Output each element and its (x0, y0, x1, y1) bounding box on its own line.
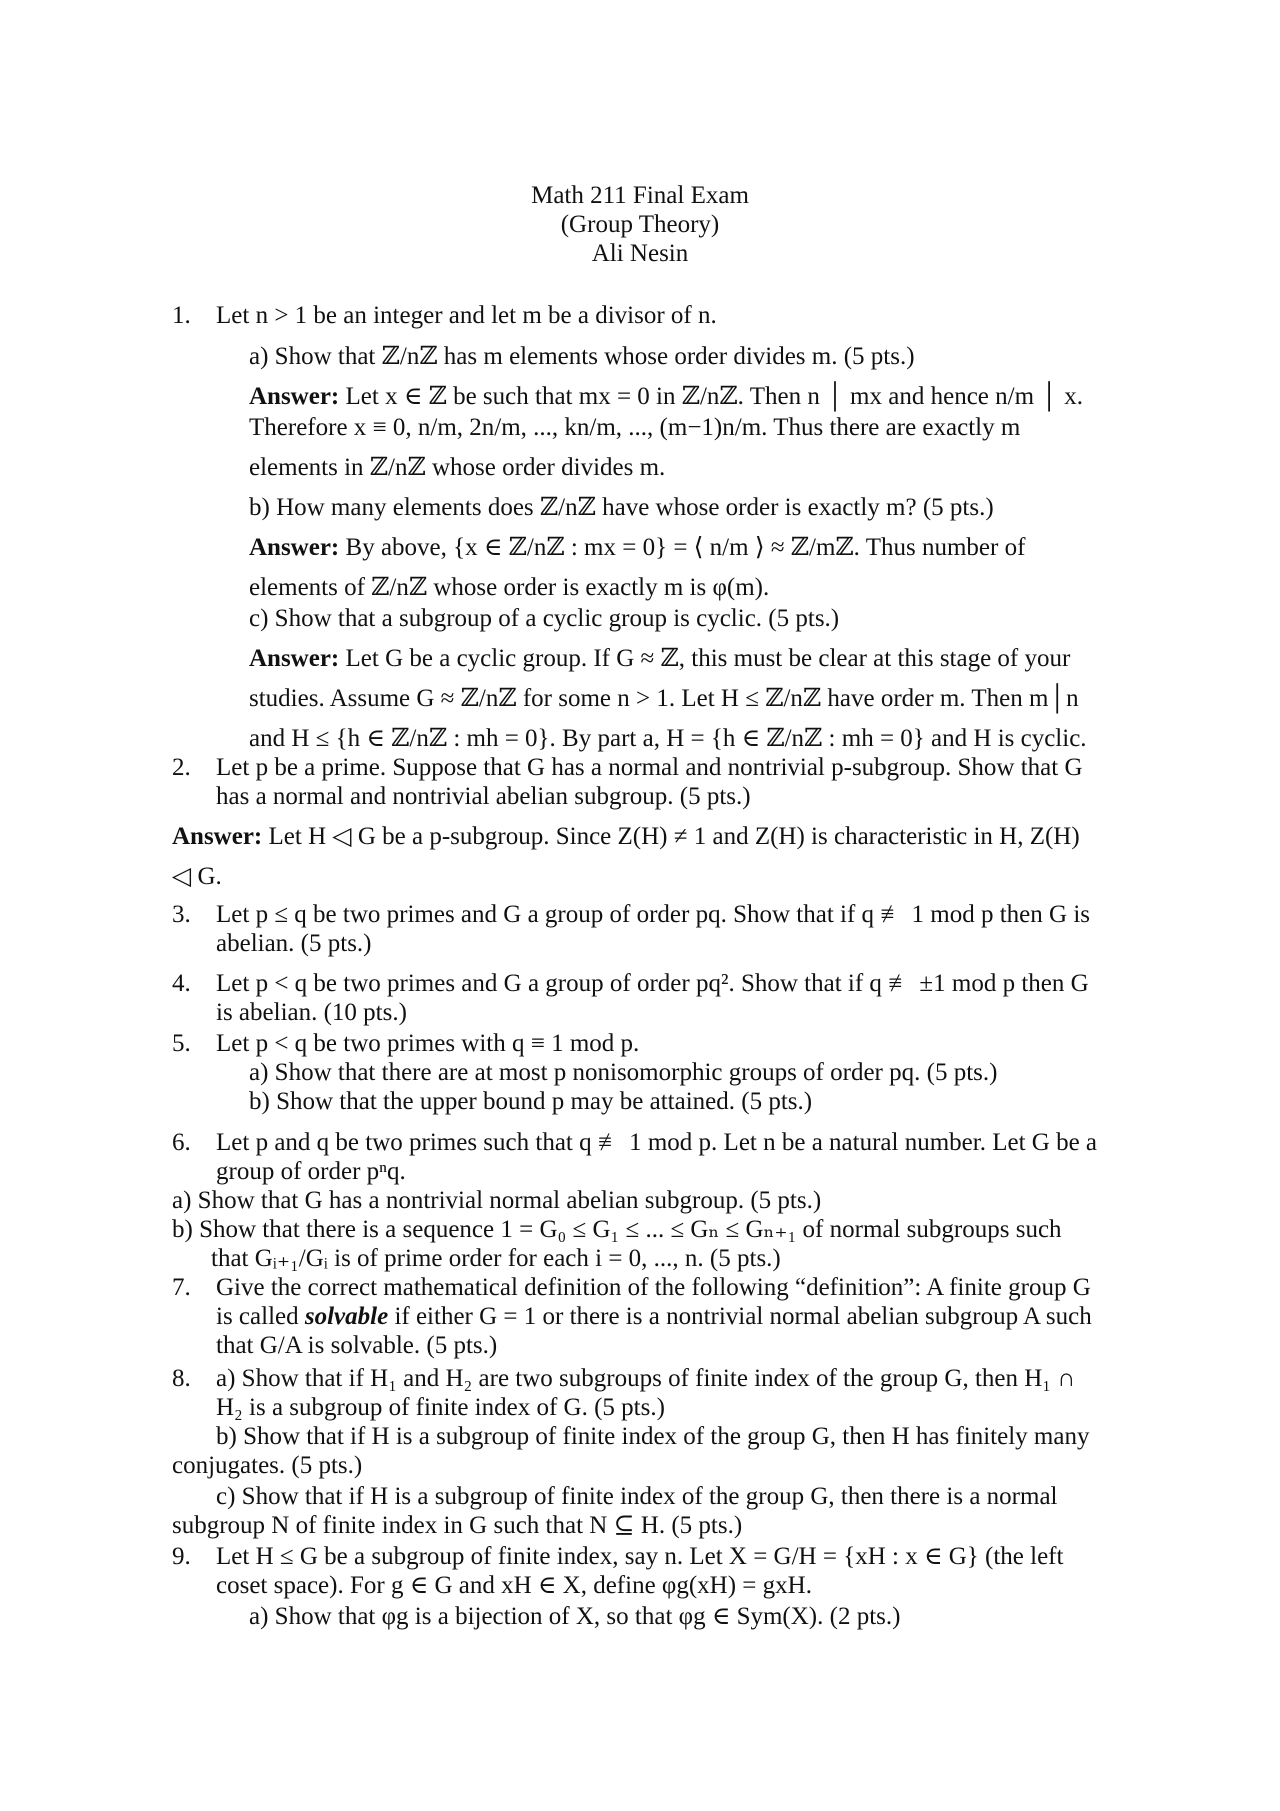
question-number: 8. (172, 1365, 191, 1392)
question-number: 7. (172, 1274, 191, 1301)
subquestion-text: a) Show that ℤ/nℤ has m elements whose order divides m. (5 pts.) (249, 343, 915, 370)
question-text: Let n > 1 be an integer and let m be a divisor of n. (216, 302, 717, 329)
subquestion-text: conjugates. (5 pts.) (172, 1452, 363, 1479)
answer-text: elements in ℤ/nℤ whose order divides m. (249, 454, 666, 481)
subquestion-text: H₂ is a subgroup of finite index of G. (5 pts.) (216, 1394, 665, 1421)
answer-line (249, 533, 1025, 562)
exam-subtitle: (Group Theory) (560, 211, 720, 238)
answer-text: studies. Assume G ≈ ℤ/nℤ for some n > 1. Let H ≤ ℤ/nℤ have order m. Then m│n (249, 685, 1079, 712)
answer-line (249, 644, 1070, 673)
exam-author: Ali Nesin (591, 240, 689, 267)
subquestion-text: b) Show that the upper bound p may be attained. (5 pts.) (249, 1088, 813, 1115)
question-text: Let p be a prime. Suppose that G has a normal and nontrivial p-subgroup. Show that G (216, 754, 1083, 781)
answer-text: elements of ℤ/nℤ whose order is exactly m is φ(m). (249, 574, 770, 601)
question-number: 1. (172, 302, 191, 329)
question-text: group of order pⁿq. (216, 1158, 406, 1185)
answer-label: Answer: (249, 534, 340, 561)
subquestion-text: b) Show that there is a sequence 1 = G₀ ≤ G₁ ≤ ... ≤ Gₙ ≤ Gₙ₊₁ of normal subgroups such (172, 1216, 1062, 1243)
question-number: 2. (172, 754, 191, 781)
answer-label: Answer: (249, 383, 340, 410)
answer-text: Let G be a cyclic group. If G ≈ ℤ, this must be clear at this stage of your (339, 645, 1071, 672)
question-text: Let p < q be two primes and G a group of order pq². Show that if q ≢ ±1 mod p then G (216, 970, 1089, 997)
question-text: Let H ≤ G be a subgroup of finite index, say n. Let X = G/H = {xH : x ∈ G} (the left (216, 1543, 1064, 1570)
answer-line (172, 822, 1080, 851)
question-text: Give the correct mathematical definition of the following “definition”: A finite group G (216, 1274, 1091, 1301)
subquestion-text: a) Show that there are at most p nonisomorphic groups of order pq. (5 pts.) (249, 1059, 998, 1086)
answer-label: Answer: (249, 645, 340, 672)
question-number: 9. (172, 1543, 191, 1570)
subquestion-text: c) Show that if H is a subgroup of finite index of the group G, then there is a normal (216, 1483, 1058, 1510)
answer-label: Answer: (172, 823, 263, 850)
answer-text: By above, {x ∈ ℤ/nℤ : mx = 0} = ⟨ n/m ⟩ ≈ ℤ/mℤ. Thus number of (339, 534, 1026, 561)
answer-text: Therefore x ≡ 0, n/m, 2n/m, ..., kn/m, ..., (m−1)n/m. Thus there are exactly m (249, 414, 1021, 441)
answer-text: Let H ◁ G be a p-subgroup. Since Z(H) ≠ 1 and Z(H) is characteristic in H, Z(H) (262, 823, 1080, 850)
answer-text: ◁ G. (172, 863, 222, 890)
question-number: 3. (172, 901, 191, 928)
exam-title: Math 211 Final Exam (531, 182, 749, 209)
question-text: Let p ≤ q be two primes and G a group of order pq. Show that if q ≢ 1 mod p then G is (216, 901, 1090, 928)
subquestion-text: c) Show that a subgroup of a cyclic group is cyclic. (5 pts.) (249, 605, 840, 632)
answer-line (249, 382, 1083, 411)
question-text: has a normal and nontrivial abelian subgroup. (5 pts.) (216, 783, 751, 810)
answer-text: Let x ∈ ℤ be such that mx = 0 in ℤ/nℤ. Then n │ mx and hence n/m │ x. (339, 383, 1083, 410)
question-text: that G/A is solvable. (5 pts.) (216, 1332, 498, 1359)
subquestion-text: a) Show that G has a nontrivial normal abelian subgroup. (5 pts.) (172, 1187, 822, 1214)
emphasis-term: solvable (304, 1303, 389, 1330)
subquestion-text: that Gᵢ₊₁/Gᵢ is of prime order for each i = 0, ..., n. (5 pts.) (211, 1245, 781, 1272)
question-number: 6. (172, 1129, 191, 1156)
question-number: 4. (172, 970, 191, 997)
subquestion-text: subgroup N of finite index in G such that N ⊆ H. (5 pts.) (172, 1512, 743, 1539)
question-text: Let p < q be two primes with q ≡ 1 mod p. (216, 1030, 640, 1057)
question-text: abelian. (5 pts.) (216, 930, 372, 957)
question-number: 5. (172, 1030, 191, 1057)
subquestion-text: a) Show that if H₁ and H₂ are two subgroups of finite index of the group G, then H₁ ∩ (216, 1365, 1076, 1392)
answer-text: and H ≤ {h ∈ ℤ/nℤ : mh = 0}. By part a, H = {h ∈ ℤ/nℤ : mh = 0} and H is cyclic. (249, 725, 1087, 752)
question-text: is called solvable if either G = 1 or there is a nontrivial normal abelian subgroup A such (216, 1303, 1092, 1330)
question-text: is abelian. (10 pts.) (216, 999, 407, 1026)
subquestion-text: b) How many elements does ℤ/nℤ have whose order is exactly m? (5 pts.) (249, 494, 994, 521)
subquestion-text: b) Show that if H is a subgroup of finite index of the group G, then H has finitely many (216, 1423, 1090, 1450)
question-text: Let p and q be two primes such that q ≢ 1 mod p. Let n be a natural number. Let G be a (216, 1129, 1098, 1156)
question-text: coset space). For g ∈ G and xH ∈ X, define φg(xH) = gxH. (216, 1572, 812, 1599)
subquestion-text: a) Show that φg is a bijection of X, so that φg ∈ Sym(X). (2 pts.) (249, 1603, 901, 1630)
